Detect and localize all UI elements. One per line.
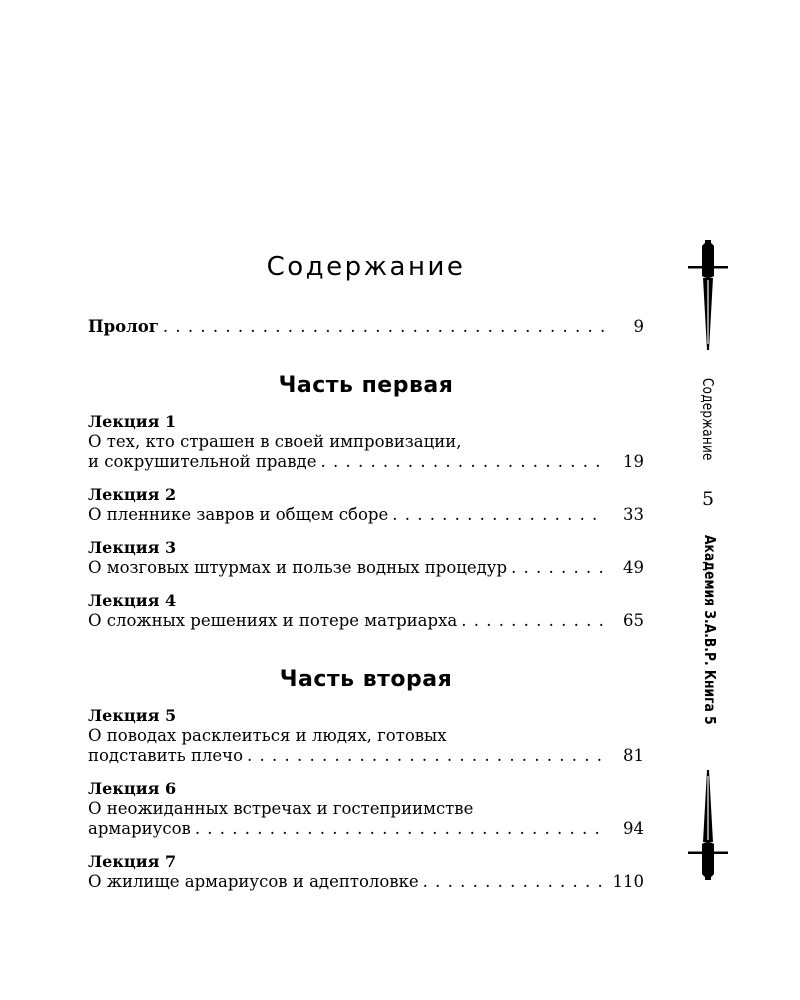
lecture-title-line: О жилище армариусов и адептоловке — [88, 872, 419, 891]
dot-leader — [392, 505, 606, 525]
lecture-title-line: О неожиданных встречах и гостеприимстве — [88, 799, 474, 818]
lecture-page: 81 — [623, 746, 644, 765]
toc-entry-lecture-3[interactable] — [88, 537, 644, 578]
dagger-icon — [688, 240, 728, 352]
part-one-heading: Часть первая — [278, 373, 454, 398]
dot-leader — [423, 872, 606, 892]
running-section-title: Содержание — [699, 378, 717, 461]
lecture-title-line: О мозговых штурмах и пользе водных процедур — [88, 558, 508, 577]
lecture-title-line: О сложных решениях и потере матриарха — [88, 611, 458, 630]
prologue-page: 9 — [633, 317, 644, 336]
lecture-title-line: О поводах расклеиться и людях, готовых — [88, 726, 447, 745]
lecture-page: 110 — [612, 872, 644, 891]
lecture-page: 49 — [623, 558, 644, 577]
dot-leader — [247, 746, 606, 766]
dot-leader — [163, 317, 606, 337]
toc-entry-lecture-1[interactable] — [88, 411, 644, 472]
toc-entry-lecture-5[interactable] — [88, 705, 644, 766]
prologue-label: Пролог — [88, 317, 159, 336]
lecture-label: Лекция 5 — [88, 706, 177, 725]
lecture-label: Лекция 4 — [88, 591, 177, 610]
side-running-header — [686, 240, 730, 890]
toc-entry-lecture-4[interactable] — [88, 590, 644, 631]
lecture-title-line: армариусов — [88, 819, 191, 838]
toc-entry-lecture-6[interactable] — [88, 778, 644, 839]
lecture-label: Лекция 6 — [88, 779, 177, 798]
page-title: Содержание — [266, 252, 466, 282]
lecture-title-line: О тех, кто страшен в своей импровизации, — [88, 432, 462, 451]
dot-leader — [461, 611, 606, 631]
dot-leader — [511, 558, 606, 578]
toc-entry-lecture-7[interactable] — [88, 851, 644, 892]
toc-entry-lecture-2[interactable] — [88, 484, 644, 525]
lecture-label: Лекция 3 — [88, 538, 177, 557]
page-number: 5 — [701, 488, 715, 510]
table-of-contents — [88, 317, 644, 904]
part-two-heading: Часть вторая — [279, 667, 453, 692]
toc-entry-prologue[interactable] — [88, 317, 644, 337]
book-title: Академия З.А.В.Р. Книга 5 — [701, 535, 719, 725]
dot-leader — [195, 819, 606, 839]
lecture-label: Лекция 2 — [88, 485, 177, 504]
lecture-page: 33 — [623, 505, 644, 524]
lecture-page: 94 — [623, 819, 644, 838]
dagger-icon — [688, 768, 728, 880]
lecture-title-line: и сокрушительной правде — [88, 452, 317, 471]
dot-leader — [320, 452, 606, 472]
lecture-page: 65 — [623, 611, 644, 630]
lecture-label: Лекция 1 — [88, 412, 177, 431]
lecture-title-line: подставить плечо — [88, 746, 244, 765]
lecture-title-line: О пленнике завров и общем сборе — [88, 505, 389, 524]
lecture-page: 19 — [623, 452, 644, 471]
lecture-label: Лекция 7 — [88, 852, 177, 871]
